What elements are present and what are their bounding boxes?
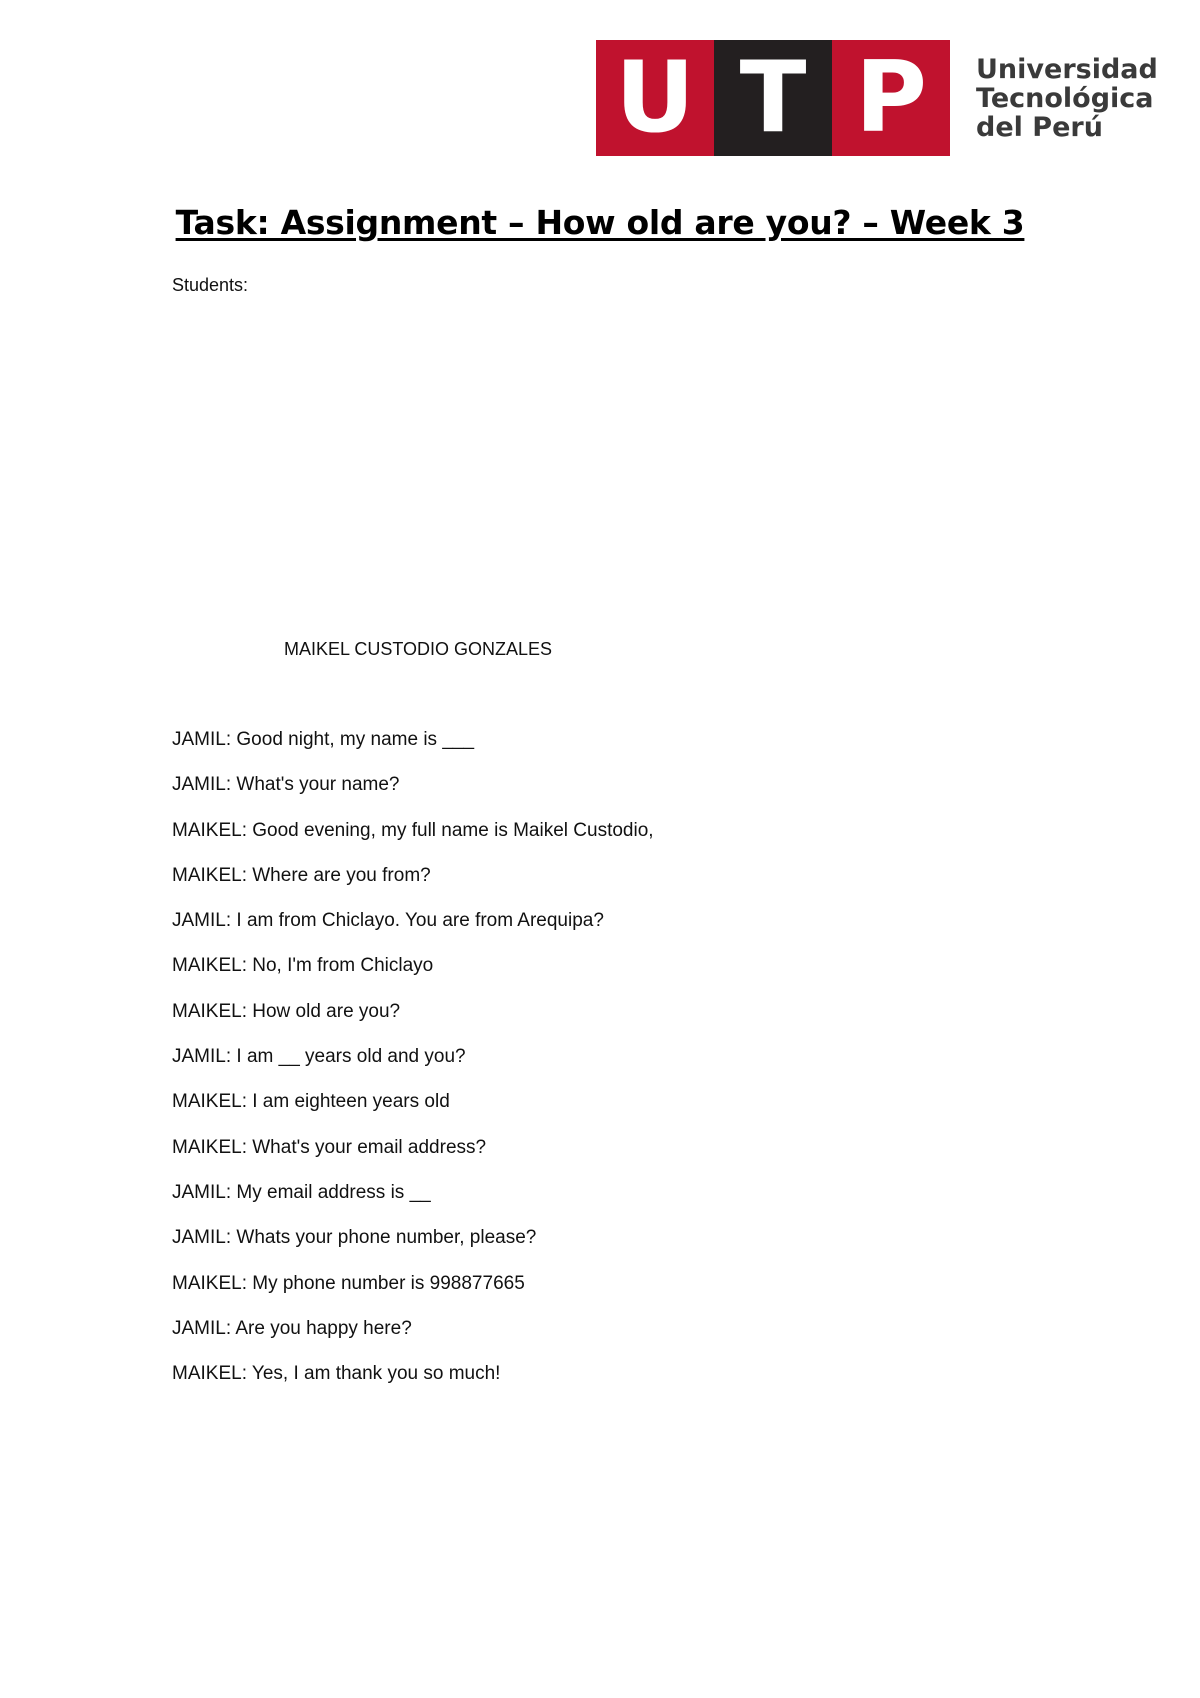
dialogue-line: JAMIL: I am __ years old and you? (172, 1046, 466, 1068)
dialogue-line: MAIKEL: I am eighteen years old (172, 1091, 450, 1113)
logo-letter-p: P (832, 40, 950, 156)
logo-letter-t: T (714, 40, 832, 156)
dialogue-line: JAMIL: My email address is __ (172, 1181, 431, 1203)
dialogue-line: MAIKEL: Where are you from? (172, 864, 431, 886)
dialogue-line: MAIKEL: How old are you? (172, 1000, 401, 1022)
dialogue-line: JAMIL: I am from Chiclayo. You are from Arequipa? (172, 910, 604, 932)
dialogue-line: MAIKEL: What's your email address? (172, 1136, 487, 1158)
dialogue-line: MAIKEL: Yes, I am thank you so much! (172, 1363, 501, 1385)
student-name: MAIKEL CUSTODIO GONZALES (284, 639, 553, 659)
dialogue-line: JAMIL: Good night, my name is ___ (172, 729, 475, 750)
dialogue-line: MAIKEL: My phone number is 998877665 (172, 1272, 525, 1294)
document-title: Task: Assignment – How old are you? – Week 3 (175, 203, 1025, 242)
logo-text-line-3: del Perú (976, 111, 1103, 143)
dialogue-line: MAIKEL: Good evening, my full name is Maikel Custodio, (172, 819, 654, 841)
logo-university-name (976, 55, 1158, 142)
dialogue-line: MAIKEL: No, I'm from Chiclayo (172, 955, 434, 977)
logo-text-line-1: Universidad (976, 53, 1158, 85)
dialogue-line: JAMIL: What's your name? (172, 774, 400, 796)
dialogue-line: JAMIL: Whats your phone number, please? (172, 1227, 537, 1249)
utp-logo (596, 40, 1158, 156)
students-label: Students: (172, 275, 249, 295)
dialogue-list (172, 729, 654, 1408)
logo-letter-u: U (596, 40, 714, 156)
dialogue-line: JAMIL: Are you happy here? (172, 1317, 412, 1339)
logo-text-line-2: Tecnológica (976, 82, 1154, 114)
